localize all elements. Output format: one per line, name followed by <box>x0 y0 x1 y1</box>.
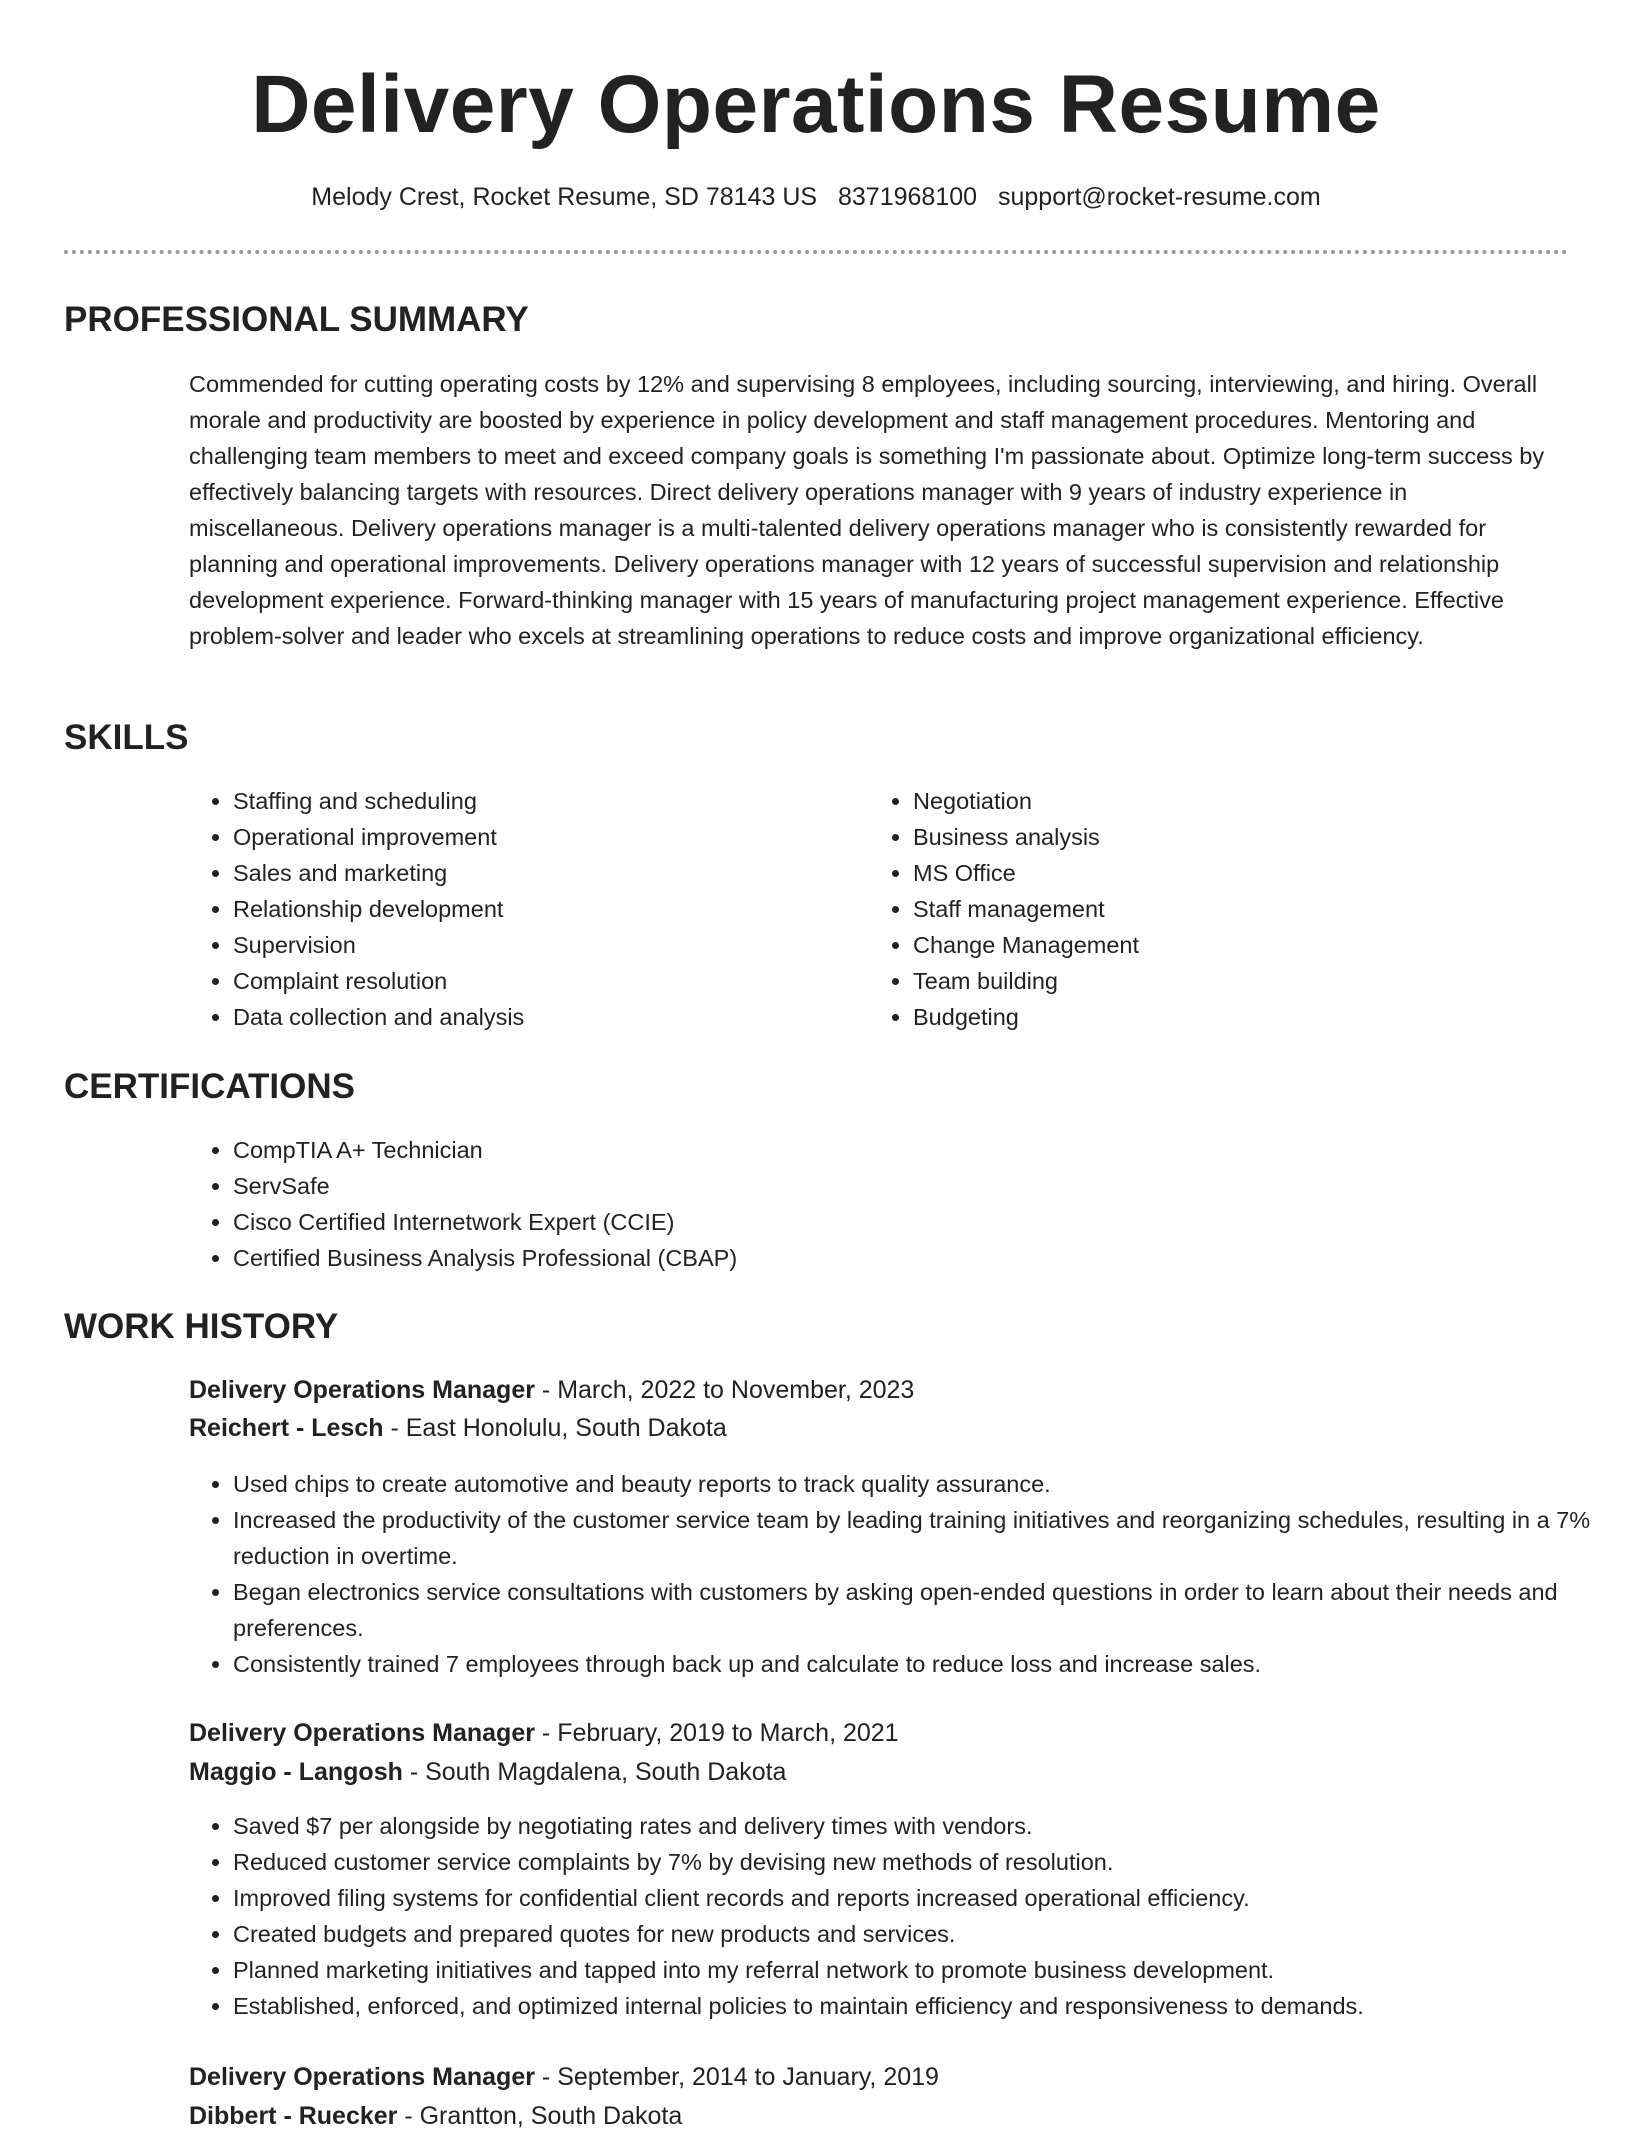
job-duty-item: • Consistently trained 7 employees through back up and calculate to reduce loss and increase sales. <box>233 1646 1613 1682</box>
job-duty-item: • Improved filing systems for confidential client records and reports increased operational efficiency. <box>233 1880 1613 1916</box>
job-duties-list <box>189 1466 1613 1682</box>
resume-title: Delivery Operations Resume <box>251 59 1381 150</box>
skills-heading: SKILLS <box>64 718 189 757</box>
skill-item: • Team building <box>913 963 1533 999</box>
job-duty-item: • Created budgets and prepared quotes for new products and services. <box>233 1916 1613 1952</box>
contact-line <box>0 180 1632 214</box>
skill-item: • Operational improvement <box>233 819 853 855</box>
summary-heading: PROFESSIONAL SUMMARY <box>64 300 529 339</box>
certification-item: • Cisco Certified Internetwork Expert (CCIE) <box>233 1204 1533 1240</box>
job-duty-item: • Increased the productivity of the customer service team by leading training initiatives and reorganizing schedules, resulting in a 7% reduction in overtime. <box>233 1502 1613 1574</box>
skill-item: • Negotiation <box>913 783 1533 819</box>
certification-item: • ServSafe <box>233 1168 1533 1204</box>
job-duty-item: • Planned marketing initiatives and tapped into my referral network to promote business development. <box>233 1952 1613 1988</box>
skill-item: • Data collection and analysis <box>233 999 853 1035</box>
certifications-heading: CERTIFICATIONS <box>64 1067 356 1106</box>
header-divider <box>64 250 1568 254</box>
skill-item: • Change Management <box>913 927 1533 963</box>
job-company: Reichert - Lesch <box>189 1414 384 1442</box>
job-company-line <box>189 1410 727 1446</box>
job-duty-item: • Used chips to create automotive and beauty reports to track quality assurance. <box>233 1466 1613 1502</box>
job-role: Delivery Operations Manager <box>189 1376 535 1404</box>
skill-item: • MS Office <box>913 855 1533 891</box>
certification-item: • Certified Business Analysis Professional (CBAP) <box>233 1240 1533 1276</box>
skill-item: • Relationship development <box>233 891 853 927</box>
job-separator: - <box>397 2102 420 2130</box>
job-company-line <box>189 2098 682 2134</box>
skill-item: • Staff management <box>913 891 1533 927</box>
job-company: Dibbert - Ruecker <box>189 2102 398 2130</box>
skill-item: • Supervision <box>233 927 853 963</box>
job-company-line <box>189 1754 786 1790</box>
job-location: South Magdalena, South Dakota <box>425 1758 787 1786</box>
job-duty-item: • Reduced customer service complaints by 7% by devising new methods of resolution. <box>233 1844 1613 1880</box>
certifications-list <box>189 1132 1533 1276</box>
skill-item: • Staffing and scheduling <box>233 783 853 819</box>
skill-item: • Sales and marketing <box>233 855 853 891</box>
job-dates: February, 2019 to March, 2021 <box>557 1719 899 1747</box>
job-title-line <box>189 1715 899 1751</box>
skill-item: • Business analysis <box>913 819 1533 855</box>
skills-list-right <box>869 783 1533 1035</box>
job-dates: September, 2014 to January, 2019 <box>557 2063 939 2091</box>
contact-phone: 8371968100 <box>838 183 978 211</box>
job-separator: - <box>402 1758 426 1786</box>
job-location: East Honolulu, South Dakota <box>405 1414 727 1442</box>
job-separator: - <box>383 1414 406 1442</box>
skill-item: • Budgeting <box>913 999 1533 1035</box>
job-duties-list <box>189 1808 1613 2024</box>
summary-text: Commended for cutting operating costs by 12% and supervising 8 employees, including sourcing, interviewing, and hiring. Overall morale and productivity are boosted by experience in policy development and staff management procedures. Mentoring and challenging team members to meet and exceed company goals is something I'm passionate about. Optimize long-term success by effectively balancing targets with resources. Direct delivery operations manager with 9 years of industry experience in miscellaneous. Delivery operations manager is a multi-talented delivery operations manager who is consistently rewarded for planning and operational improvements. Delivery operations manager with 12 years of successful supervision and relationship development experience. Forward-thinking manager with 15 years of manufacturing project management experience. Effective problem-solver and leader who excels at streamlining operations to reduce costs and improve organizational efficiency. <box>189 371 1545 649</box>
job-dates: March, 2022 to November, 2023 <box>557 1376 915 1404</box>
job-location: Grantton, South Dakota <box>419 2102 683 2130</box>
job-separator: - <box>534 1376 558 1404</box>
job-duty-item: • Saved $7 per alongside by negotiating rates and delivery times with vendors. <box>233 1808 1613 1844</box>
skill-item: • Complaint resolution <box>233 963 853 999</box>
contact-address: Melody Crest, Rocket Resume, SD 78143 US <box>311 183 818 211</box>
job-separator: - <box>534 1719 558 1747</box>
contact-email: support@rocket-resume.com <box>998 183 1321 211</box>
job-duty-item: • Began electronics service consultations with customers by asking open-ended questions in order to learn about their needs and preferences. <box>233 1574 1613 1646</box>
job-separator: - <box>534 2063 558 2091</box>
job-role: Delivery Operations Manager <box>189 1719 535 1747</box>
work-history-heading: WORK HISTORY <box>64 1307 339 1346</box>
job-title-line <box>189 2059 939 2095</box>
certification-item: • CompTIA A+ Technician <box>233 1132 1533 1168</box>
job-company: Maggio - Langosh <box>189 1758 403 1786</box>
job-duty-item: • Established, enforced, and optimized internal policies to maintain efficiency and responsiveness to demands. <box>233 1988 1613 2024</box>
skills-list-left <box>189 783 853 1035</box>
job-title-line <box>189 1372 914 1408</box>
job-role: Delivery Operations Manager <box>189 2063 535 2091</box>
